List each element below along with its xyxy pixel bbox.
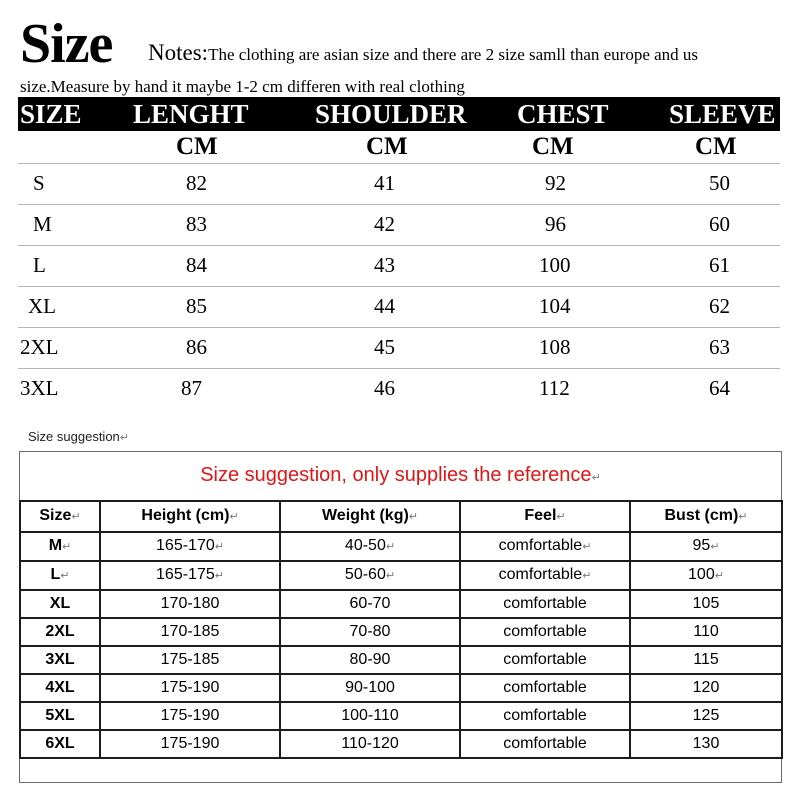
column-header-height: Height (cm)↵: [100, 501, 280, 532]
notes: [148, 42, 698, 66]
cell-weight: 100-110: [280, 702, 460, 730]
cell-chest: 100: [539, 253, 571, 277]
cell-height: 175-190: [100, 674, 280, 702]
cell-size: M↵: [20, 532, 100, 561]
cell-size: M: [33, 212, 52, 236]
cell-shoulder: 44: [374, 294, 395, 318]
page-title: Size: [20, 13, 113, 75]
measurement-row: [18, 327, 780, 369]
cell-height: 170-180: [100, 590, 280, 618]
paragraph-mark-icon: ↵: [591, 472, 601, 484]
table-row: [20, 618, 782, 646]
cell-feel: comfortable: [460, 702, 630, 730]
cell-height: 175-185: [100, 646, 280, 674]
cell-weight: 60-70: [280, 590, 460, 618]
notes-continuation: size.Measure by hand it maybe 1-2 cm differen with real clothing: [20, 77, 465, 96]
cell-feel: comfortable: [460, 674, 630, 702]
cell-bust: 130: [630, 730, 782, 758]
table-row: [20, 646, 782, 674]
table-row: [20, 702, 782, 730]
cell-size: XL: [28, 294, 56, 318]
cell-size: 6XL: [20, 730, 100, 758]
cell-size: 2XL: [20, 618, 100, 646]
column-header-size: SIZE: [20, 99, 82, 129]
table-row: [20, 590, 782, 618]
cell-weight: 80-90: [280, 646, 460, 674]
cell-weight: 90-100: [280, 674, 460, 702]
measurement-row: [18, 245, 780, 287]
cell-feel: comfortable: [460, 730, 630, 758]
cell-shoulder: 45: [374, 335, 395, 359]
column-header-chest: CHEST: [517, 99, 609, 129]
cell-size: XL: [20, 590, 100, 618]
cell-length: 87: [181, 376, 202, 400]
column-header-weight: Weight (kg)↵: [280, 501, 460, 532]
cell-bust: 125: [630, 702, 782, 730]
column-header-bust: Bust (cm)↵: [630, 501, 782, 532]
cell-shoulder: 46: [374, 376, 395, 400]
cell-size: L↵: [20, 561, 100, 590]
table-row: [20, 674, 782, 702]
cell-bust: 115: [630, 646, 782, 674]
column-header-size: Size↵: [20, 501, 100, 532]
unit-sleeve: CM: [695, 133, 737, 160]
cell-size: 3XL: [20, 376, 59, 400]
cell-weight: 110-120: [280, 730, 460, 758]
measurement-units-row: [18, 131, 780, 163]
cell-height: 175-190: [100, 702, 280, 730]
notes-label: Notes:: [148, 40, 209, 65]
unit-shoulder: CM: [366, 133, 408, 160]
cell-bust: 110: [630, 618, 782, 646]
cell-length: 83: [186, 212, 207, 236]
column-header-length: LENGHT: [133, 99, 249, 129]
cell-bust: 95↵: [630, 532, 782, 561]
cell-chest: 112: [539, 376, 570, 400]
cell-sleeve: 60: [709, 212, 730, 236]
cell-height: 165-175↵: [100, 561, 280, 590]
cell-bust: 120: [630, 674, 782, 702]
table-row: [20, 561, 782, 590]
cell-length: 84: [186, 253, 207, 277]
suggestion-caption: Size suggestion↵: [28, 429, 129, 444]
cell-chest: 96: [545, 212, 566, 236]
unit-length: CM: [176, 133, 218, 160]
cell-size: 4XL: [20, 674, 100, 702]
table-header-row: [20, 501, 782, 532]
cell-height: 165-170↵: [100, 532, 280, 561]
cell-length: 86: [186, 335, 207, 359]
cell-size: 3XL: [20, 646, 100, 674]
cell-sleeve: 64: [709, 376, 730, 400]
column-header-sleeve: SLEEVE: [669, 99, 776, 129]
paragraph-mark-icon: ↵: [119, 432, 129, 444]
cell-size: 2XL: [20, 335, 59, 359]
cell-feel: comfortable↵: [460, 561, 630, 590]
cell-shoulder: 42: [374, 212, 395, 236]
suggestion-title: Size suggestion, only supplies the reference↵: [200, 464, 601, 486]
cell-weight: 70-80: [280, 618, 460, 646]
cell-weight: 50-60↵: [280, 561, 460, 590]
suggestion-table: [19, 500, 783, 759]
column-header-feel: Feel↵: [460, 501, 630, 532]
cell-sleeve: 50: [709, 171, 730, 195]
table-row: [20, 532, 782, 561]
cell-height: 175-190: [100, 730, 280, 758]
cell-size: S: [33, 171, 45, 195]
measurement-row: [18, 286, 780, 328]
measurement-row: [18, 204, 780, 246]
cell-sleeve: 63: [709, 335, 730, 359]
cell-length: 85: [186, 294, 207, 318]
table-row: [20, 730, 782, 758]
measurement-row: [18, 368, 780, 410]
cell-shoulder: 43: [374, 253, 395, 277]
cell-feel: comfortable: [460, 646, 630, 674]
cell-sleeve: 61: [709, 253, 730, 277]
notes-text: The clothing are asian size and there are 2 size samll than europe and us: [208, 45, 699, 64]
cell-chest: 92: [545, 171, 566, 195]
measurement-row: [18, 163, 780, 205]
cell-feel: comfortable: [460, 618, 630, 646]
cell-feel: comfortable: [460, 590, 630, 618]
cell-height: 170-185: [100, 618, 280, 646]
cell-chest: 108: [539, 335, 571, 359]
cell-sleeve: 62: [709, 294, 730, 318]
cell-bust: 100↵: [630, 561, 782, 590]
cell-size: 5XL: [20, 702, 100, 730]
column-header-shoulder: SHOULDER: [315, 99, 467, 129]
cell-bust: 105: [630, 590, 782, 618]
measurement-table-header: [18, 97, 780, 131]
cell-feel: comfortable↵: [460, 532, 630, 561]
cell-weight: 40-50↵: [280, 532, 460, 561]
cell-size: L: [33, 253, 46, 277]
cell-shoulder: 41: [374, 171, 395, 195]
cell-length: 82: [186, 171, 207, 195]
unit-chest: CM: [532, 133, 574, 160]
cell-chest: 104: [539, 294, 571, 318]
